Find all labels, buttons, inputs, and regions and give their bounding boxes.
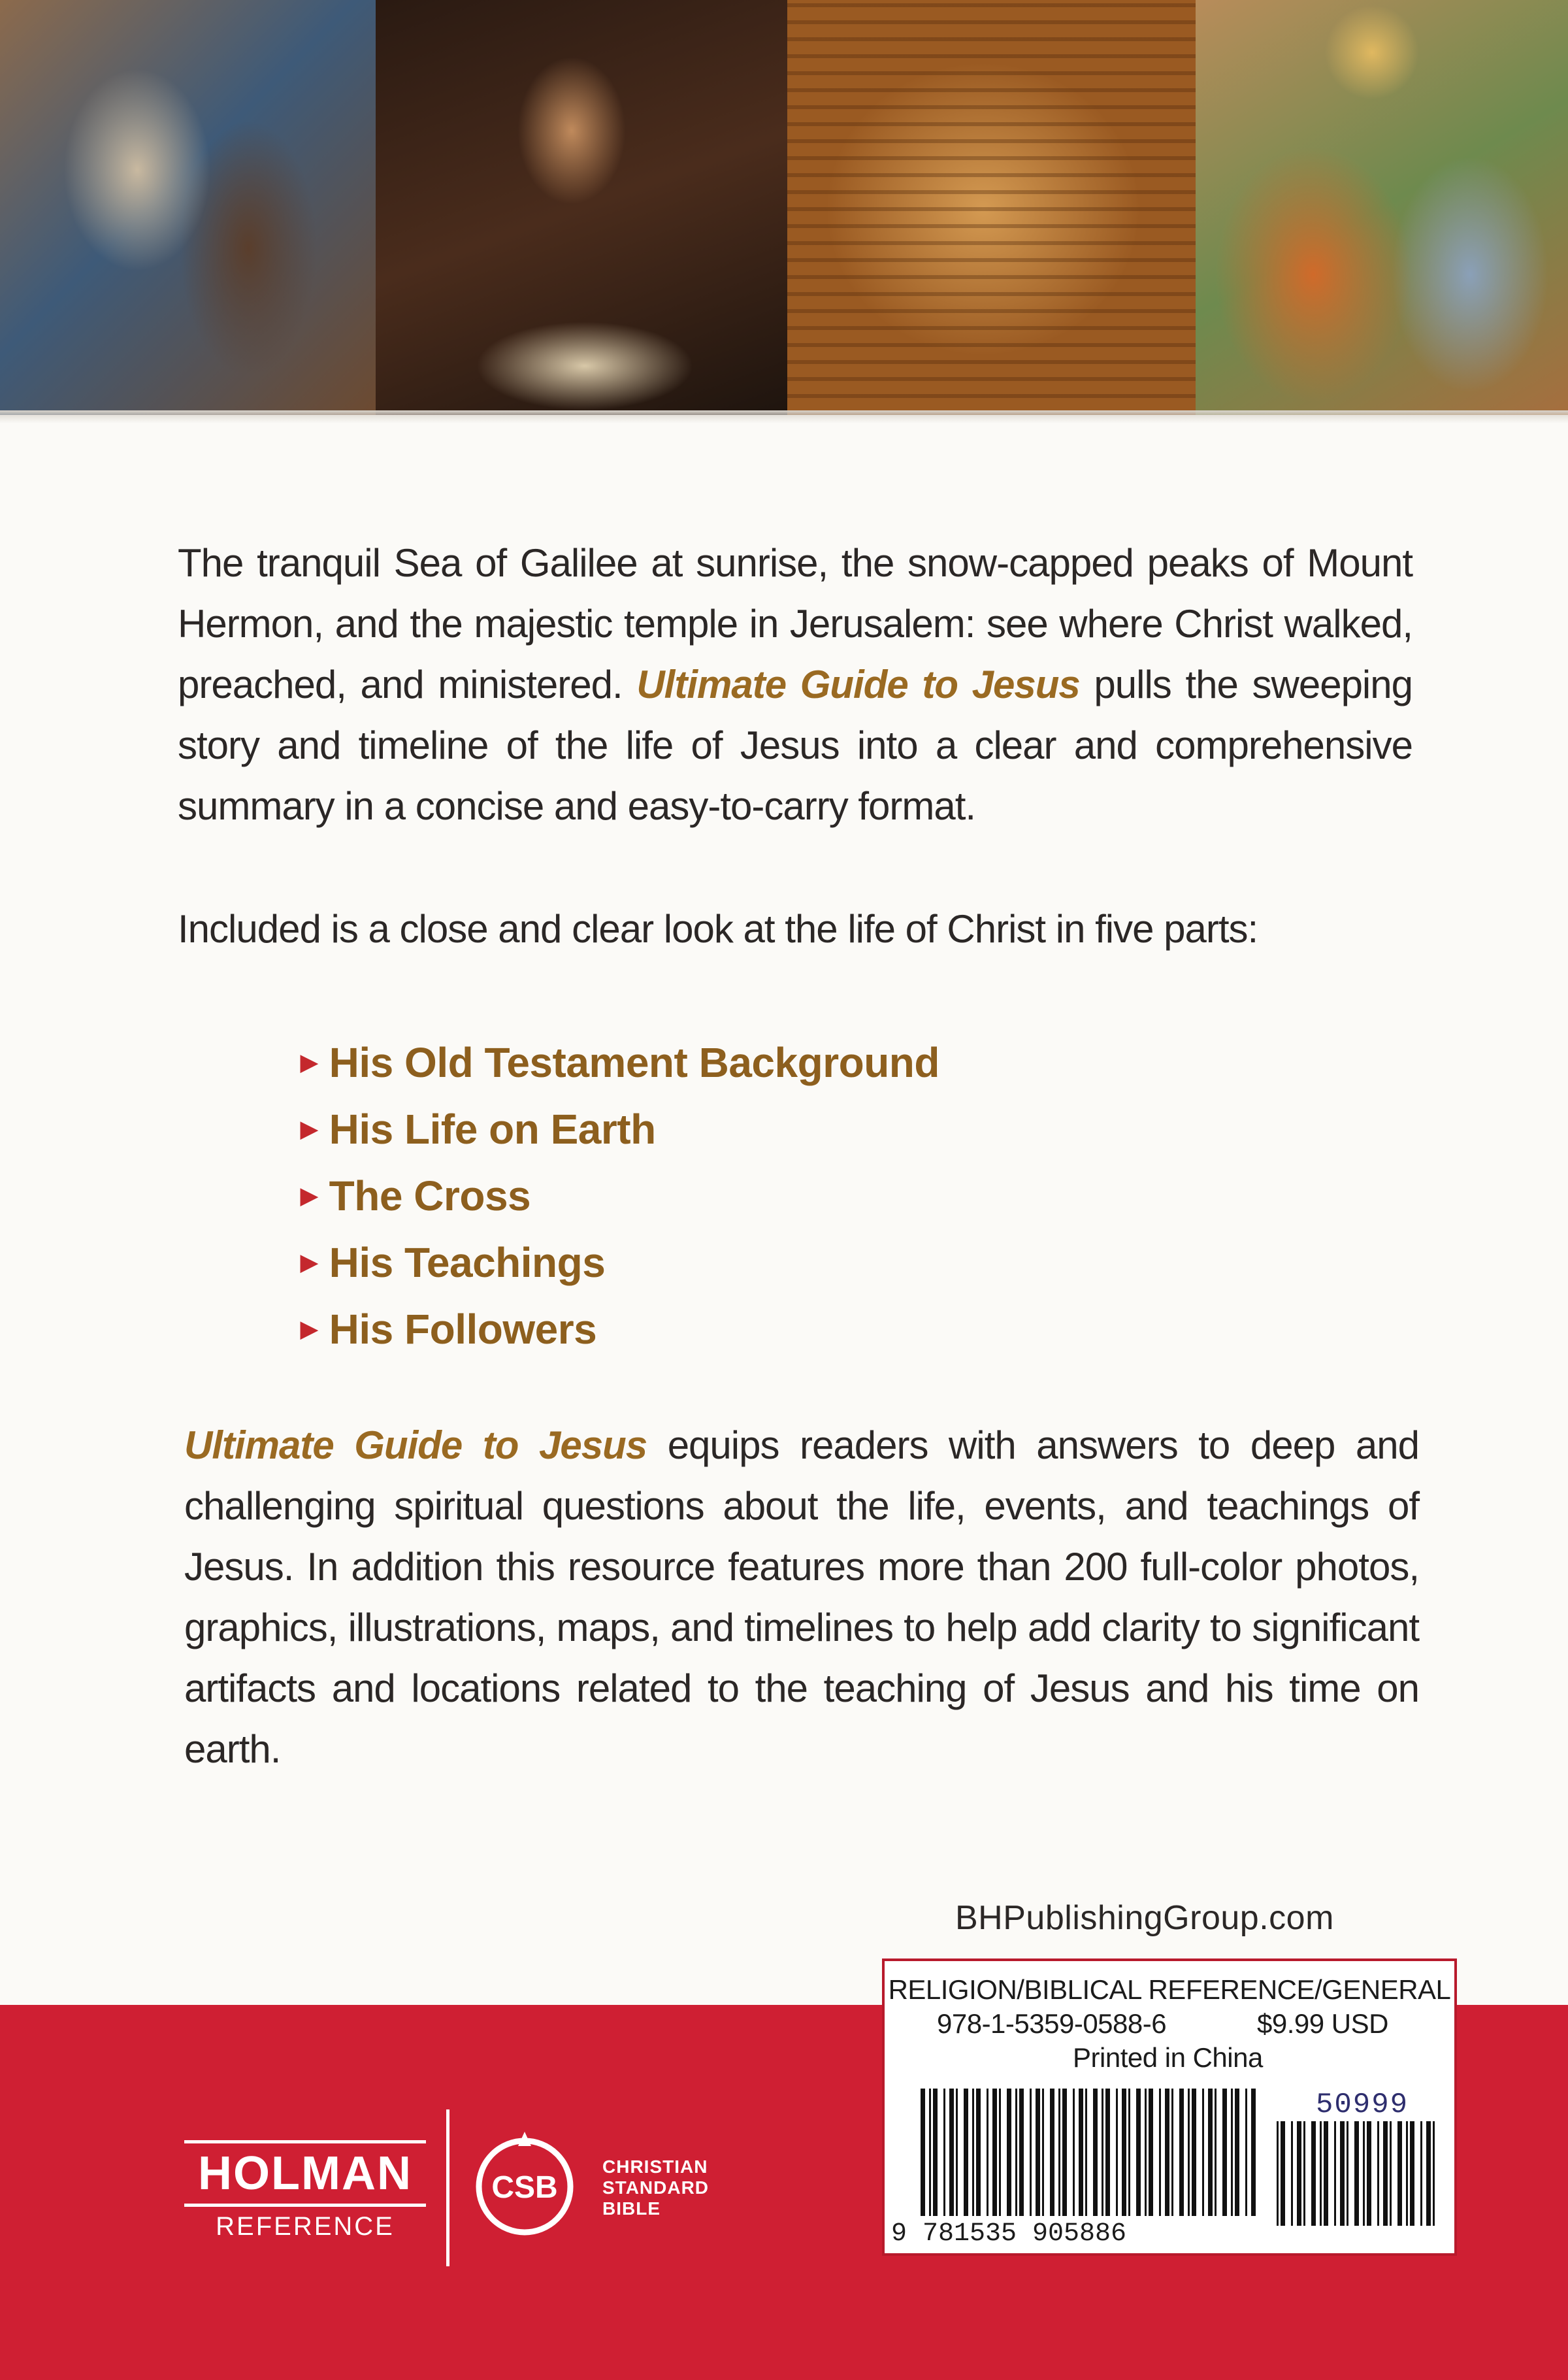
barcode-bar — [929, 2089, 931, 2216]
barcode-digits — [891, 2219, 1126, 2249]
csb-line: BIBLE — [602, 2198, 661, 2219]
barcode-bar — [1291, 2121, 1293, 2226]
barcode-bar — [1397, 2121, 1402, 2226]
list-item — [301, 1029, 939, 1096]
csb-line: STANDARD — [602, 2177, 710, 2198]
barcode-bar — [1136, 2089, 1141, 2216]
barcode-bar — [949, 2089, 954, 2216]
barcode-bar — [1165, 2089, 1169, 2216]
barcode-bar — [956, 2089, 958, 2216]
barcode-bar — [1015, 2089, 1017, 2216]
barcode-bar — [1085, 2089, 1087, 2216]
part-label: His Followers — [329, 1306, 597, 1353]
printed-in-text: Printed in China — [1073, 2042, 1263, 2073]
triangle-bullet-icon: ▶ — [301, 1250, 318, 1275]
barcode-bar — [964, 2089, 968, 2216]
barcode-bar — [1383, 2121, 1388, 2226]
barcode-bar — [1433, 2121, 1435, 2226]
barcode-bar — [1367, 2121, 1371, 2226]
list-item — [301, 1163, 939, 1229]
triangle-bullet-icon: ▶ — [301, 1050, 318, 1075]
barcode-bar — [1050, 2089, 1054, 2216]
logo-rule — [184, 2204, 426, 2207]
parts-list — [301, 1029, 939, 1363]
paragraph-text: The tranquil Sea of Galilee at sunrise, the snow-capped peaks of Mount Hermon, and the majestic temple in Jerusalem: see where Christ walked, preached, and ministered. — [178, 541, 1413, 706]
book-title: Ultimate Guide to Jesus — [636, 663, 1080, 706]
barcode-bar — [992, 2089, 997, 2216]
barcode-bar — [1208, 2089, 1213, 2216]
barcode-bar — [1320, 2121, 1322, 2226]
barcode-bar — [1303, 2121, 1305, 2226]
barcode-bar — [1235, 2089, 1239, 2216]
barcode-bar — [1377, 2121, 1379, 2226]
triangle-bullet-icon: ▶ — [301, 1317, 318, 1342]
price-addon-code: 50999 — [1316, 2089, 1409, 2121]
publisher-website: BHPublishingGroup.com — [955, 1899, 1334, 1937]
holman-name: HOLMAN — [198, 2147, 412, 2200]
logo-divider — [446, 2109, 449, 2266]
barcode-bar — [933, 2089, 938, 2216]
barcode-digits-text: 9 781535 905886 — [891, 2219, 1127, 2249]
part-label: His Old Testament Background — [329, 1039, 939, 1086]
barcode-bar — [1159, 2089, 1161, 2216]
barcode-bar — [1215, 2089, 1217, 2216]
part-label: The Cross — [329, 1172, 531, 1219]
barcode-bar — [1202, 2089, 1204, 2216]
barcode-bar — [921, 2089, 925, 2216]
papyrus-manuscript-image — [787, 0, 1196, 415]
barcode-bar — [1030, 2089, 1032, 2216]
barcode-bar — [972, 2089, 974, 2216]
barcode-bar — [943, 2089, 945, 2216]
barcode-bar — [1324, 2121, 1328, 2226]
list-item — [301, 1096, 939, 1163]
price-text: $9.99 USD — [1257, 2008, 1388, 2039]
book-title: Ultimate Guide to Jesus — [184, 1423, 647, 1467]
barcode-bar — [1073, 2089, 1075, 2216]
barcode-bar — [1102, 2089, 1103, 2216]
barcode-label — [882, 1959, 1457, 2256]
paragraph-text: pulls the sweeping story and timeline of the life of Jesus into a clear and comprehensive summary in a concise and easy-to-carry format. — [178, 663, 1413, 828]
barcode-bar — [1311, 2121, 1316, 2226]
csb-wordmark — [602, 2157, 709, 2219]
part-label: His Teachings — [329, 1239, 606, 1286]
barcode-bar — [1222, 2089, 1227, 2216]
triangle-bullet-icon: ▶ — [301, 1183, 318, 1208]
barcode-bar — [1363, 2121, 1365, 2226]
isbn-text: 978-1-5359-0588-6 — [937, 2008, 1167, 2039]
barcode-bar — [1116, 2089, 1118, 2216]
barcode-bar — [1179, 2089, 1184, 2216]
csb-mark: CSB — [491, 2170, 558, 2205]
csb-line: CHRISTIAN — [602, 2157, 708, 2177]
barcode-bar — [1058, 2089, 1060, 2216]
barcode-bar — [1042, 2089, 1044, 2216]
barcode-bar — [1062, 2089, 1067, 2216]
strip-shadow — [0, 410, 1568, 423]
barcode-bar — [1019, 2089, 1024, 2216]
barcode-bar — [999, 2089, 1001, 2216]
barcode-bar — [1036, 2089, 1040, 2216]
barcode-bar — [1334, 2121, 1336, 2226]
barcode-bar — [1128, 2089, 1130, 2216]
barcode-bar — [1231, 2089, 1233, 2216]
barcode-bar — [1347, 2121, 1348, 2226]
barcode-bar — [1245, 2089, 1247, 2216]
barcode-bar — [1410, 2121, 1414, 2226]
list-item — [301, 1229, 939, 1296]
barcode-bar — [1093, 2089, 1098, 2216]
list-item — [301, 1296, 939, 1363]
barcode-bar — [987, 2089, 988, 2216]
barcode-bar — [1420, 2121, 1422, 2226]
nativity-painting-image — [0, 0, 376, 415]
holman-reference-logo — [184, 2140, 426, 2258]
barcode-bar — [1171, 2089, 1173, 2216]
barcode-bar — [1390, 2121, 1392, 2226]
barcode-bar — [1406, 2121, 1408, 2226]
barcode-bar — [1277, 2121, 1279, 2226]
barcode-bar — [1105, 2089, 1110, 2216]
barcode-bar — [1354, 2121, 1359, 2226]
barcode-bar — [1251, 2089, 1256, 2216]
part-label: His Life on Earth — [329, 1106, 656, 1153]
supper-painting-image — [376, 0, 787, 415]
category-text: RELIGION/BIBLICAL REFERENCE/GENERAL — [888, 1974, 1451, 2005]
barcode-bar — [1281, 2121, 1285, 2226]
paragraph-text: equips readers with answers to deep and challenging spiritual questions about the life, events, and teachings of Jesus. In addition this resource features more than 200 full-color photos, graphics, illustrations, maps, and timelines to help add clarity to significant artifacts and locations related to the teaching of Jesus and his time on earth. — [184, 1423, 1419, 1771]
betrayal-fresco-image — [1196, 0, 1568, 415]
intro-parts-paragraph: Included is a close and clear look at the life of Christ in five parts: — [178, 907, 1258, 951]
csb-compass-icon — [469, 2129, 580, 2240]
cover-photo-strip — [0, 0, 1568, 415]
barcode-bar — [1188, 2089, 1190, 2216]
barcode-bar — [1192, 2089, 1196, 2216]
barcode-bar — [1145, 2089, 1147, 2216]
barcode-bar — [1426, 2121, 1431, 2226]
holman-reference-text: REFERENCE — [216, 2212, 395, 2241]
barcode-bar — [1297, 2121, 1301, 2226]
barcode-bar — [976, 2089, 981, 2216]
features-paragraph — [184, 1415, 1419, 1779]
barcode-bar — [1079, 2089, 1083, 2216]
barcode-bar — [1122, 2089, 1126, 2216]
triangle-bullet-icon: ▶ — [301, 1117, 318, 1142]
barcode-bar — [1149, 2089, 1153, 2216]
description-paragraph — [178, 533, 1413, 836]
barcode-bar — [1007, 2089, 1011, 2216]
barcode-bar — [1340, 2121, 1345, 2226]
